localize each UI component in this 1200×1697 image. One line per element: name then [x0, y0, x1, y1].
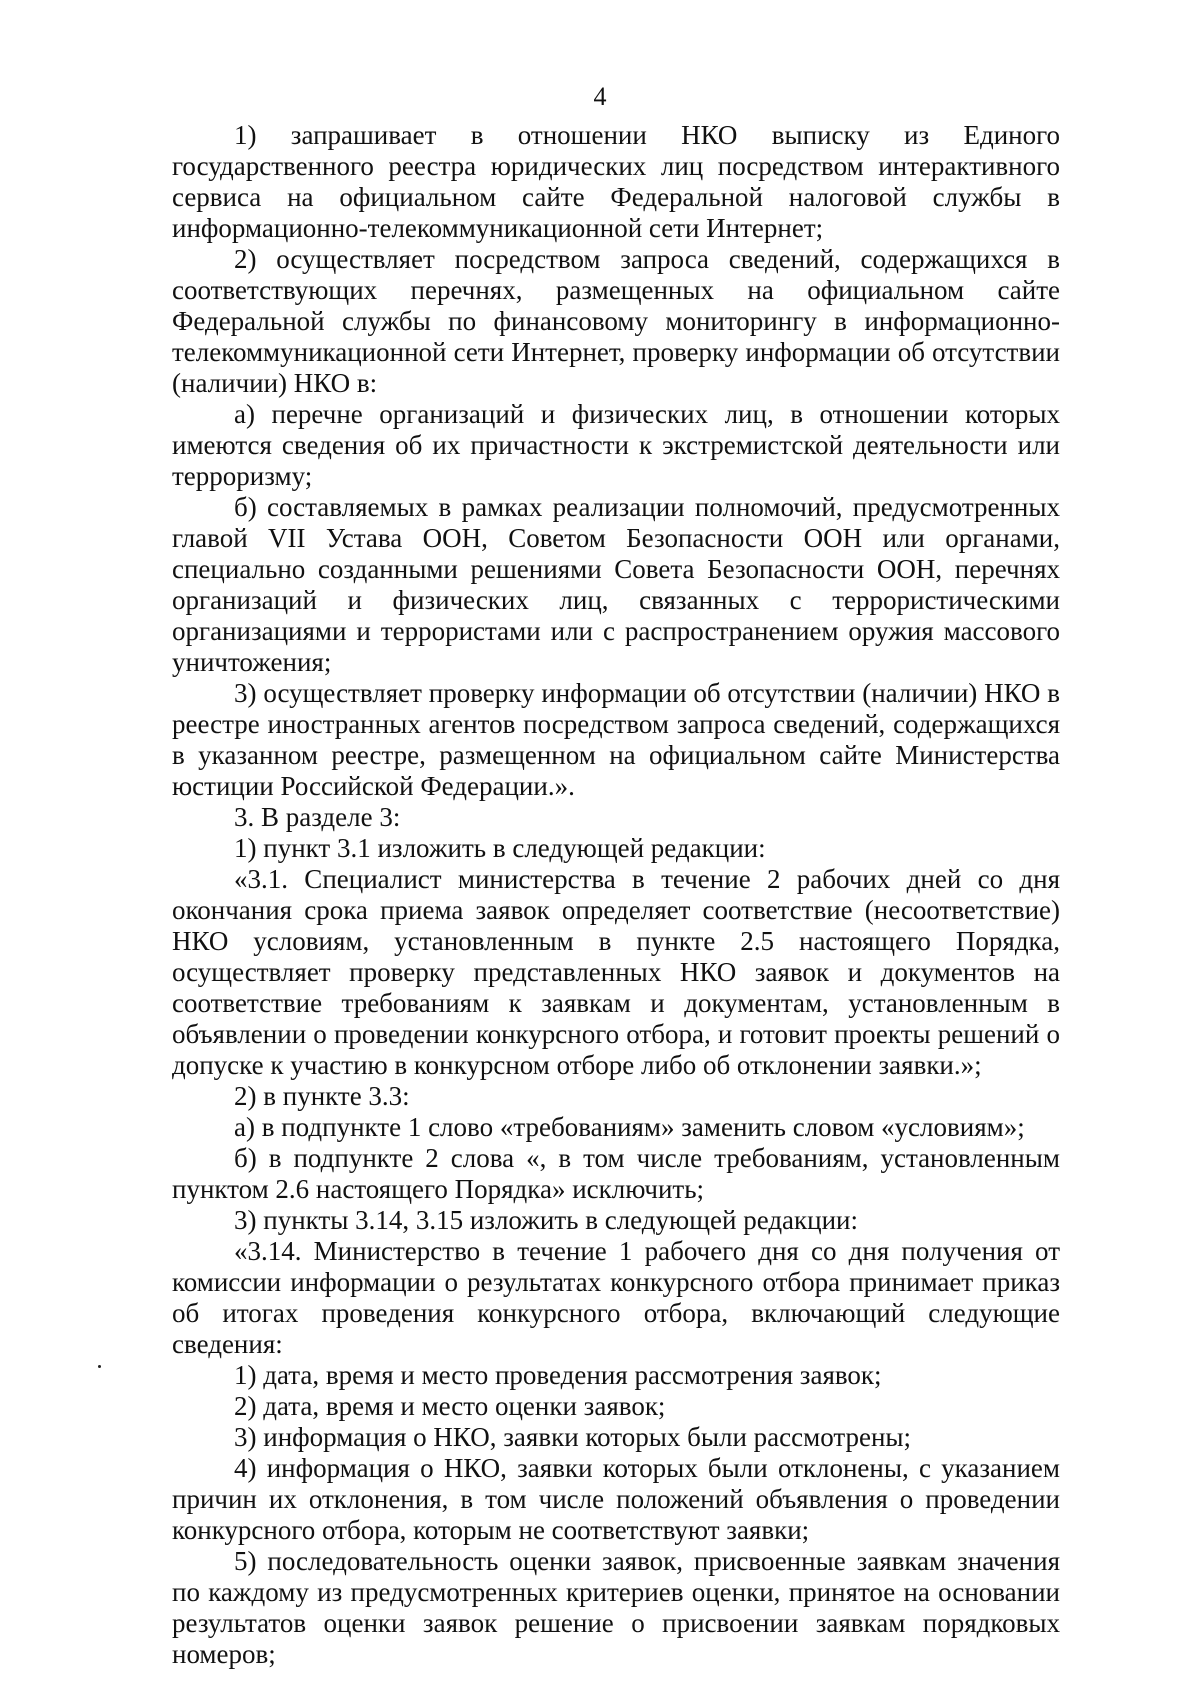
paragraph-2a-extremism-list: а) перечне организаций и физических лиц, в отношении которых имеются сведения об их причастности к экстремистской деятельности или терроризму;: [172, 399, 1060, 491]
list-item-4: 4) информация о НКО, заявки которых были отклонены, с указанием причин их отклонения, в том числе положений объявления о проведении конкурсного отбора, которым не соответствуют заявки;: [172, 1453, 1060, 1545]
item-3-14-text: «3.14. Министерство в течение 1 рабочего дня со дня получения от комиссии информации о результатах конкурсного отбора принимает приказ об итогах проведения конкурсного отбора, включающий следующие сведения:: [172, 1236, 1060, 1359]
item-3-1-text: «3.1. Специалист министерства в течение 2 рабочих дней со дня окончания срока приема заявок определяет соответствие (несоответствие) НКО условиям, установленным в пункте 2.5 настоящего Порядка, осуществляет проверку представленных НКО заявок и документов на соответствие требованиям к заявкам и документам, установленным в объявлении о проведении конкурсного отбора, и готовит проекты решений о допуске к участию в конкурсном отборе либо об отклонении заявки.»;: [172, 864, 1060, 1080]
list-item-2: 2) дата, время и место оценки заявок;: [234, 1391, 666, 1421]
list-item-3: 3) информация о НКО, заявки которых были рассмотрены;: [234, 1422, 912, 1452]
paragraph-3-foreign-agents-registry: 3) осуществляет проверку информации об отсутствии (наличии) НКО в реестре иностранных агентов посредством запроса сведений, содержащихся в указанном реестре, размещенном на официальном сайте Министерства юстиции Российской Федерации.».: [172, 678, 1060, 801]
scan-speck: [98, 1365, 101, 1368]
item-3-3-b: б) в подпункте 2 слова «, в том числе требованиям, установленным пунктом 2.6 настоящего Порядка» исключить;: [172, 1143, 1060, 1204]
items-3-14-3-15-intro: 3) пункты 3.14, 3.15 изложить в следующей редакции:: [234, 1205, 859, 1235]
paragraph-2b-un-lists: б) составляемых в рамках реализации полномочий, предусмотренных главой VII Устава ООН, Советом Безопасности ООН или органами, специально созданными решениями Совета Безопасности ООН, перечнях организаций и физических лиц, связанных с террористическими организациями и террористами или с распространением оружия массового уничтожения;: [172, 492, 1060, 677]
section-3-heading: 3. В разделе 3:: [234, 802, 401, 832]
item-3-1-intro: 1) пункт 3.1 изложить в следующей редакции:: [234, 833, 766, 863]
list-item-1: 1) дата, время и место проведения рассмотрения заявок;: [234, 1360, 882, 1390]
item-3-3-a: а) в подпункте 1 слово «требованиям» заменить словом «условиям»;: [234, 1112, 1025, 1142]
item-3-3-intro: 2) в пункте 3.3:: [234, 1081, 410, 1111]
paragraph-2-rosfinmonitoring-check: 2) осуществляет посредством запроса сведений, содержащихся в соответствующих перечнях, размещенных на официальном сайте Федеральной службы по финансовому мониторингу в информационно-телекоммуникационной сети Интернет, проверку информации об отсутствии (наличии) НКО в:: [172, 244, 1060, 398]
document-body: [172, 120, 1060, 1670]
page-number: 4: [593, 82, 607, 111]
list-item-5: 5) последовательность оценки заявок, присвоенные заявкам значения по каждому из предусмотренных критериев оценки, принятое на основании результатов оценки заявок решение о присвоении заявкам порядковых номеров;: [172, 1546, 1060, 1669]
paragraph-1-egrul-extract: 1) запрашивает в отношении НКО выписку из Единого государственного реестра юридических лиц посредством интерактивного сервиса на официальном сайте Федеральной налоговой службы в информационно-телекоммуникационной сети Интернет;: [172, 120, 1060, 243]
